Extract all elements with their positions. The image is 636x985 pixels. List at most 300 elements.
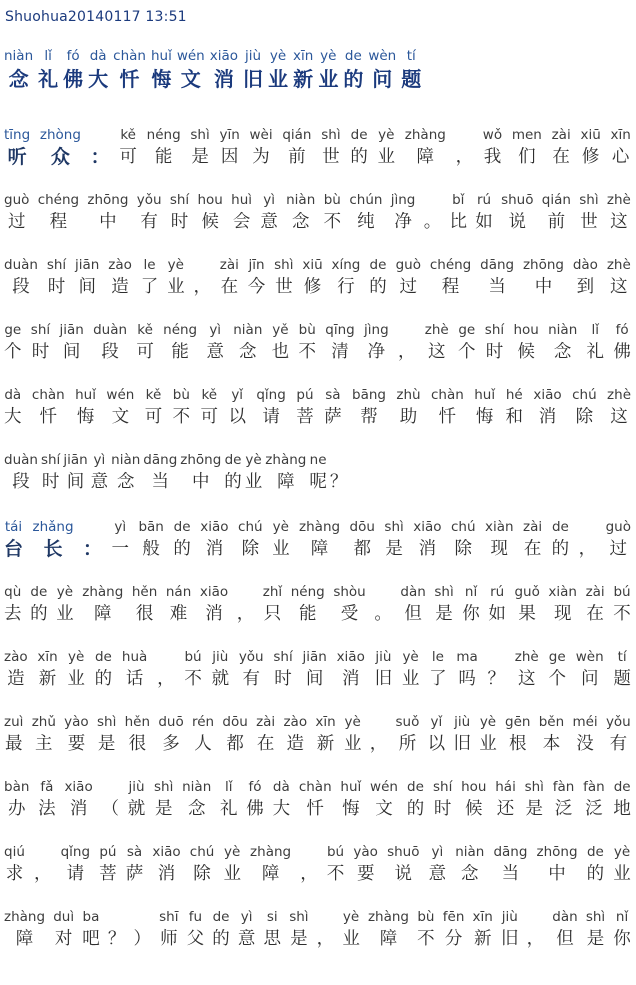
hanzi-text: 消 bbox=[157, 864, 176, 884]
ruby-cell bbox=[495, 779, 516, 823]
ruby-cell bbox=[4, 714, 23, 758]
pinyin-text: hé bbox=[505, 387, 523, 403]
hanzi-text: ， bbox=[236, 604, 255, 624]
pinyin-text: sà bbox=[325, 387, 341, 403]
pinyin-text: zhè bbox=[607, 387, 631, 403]
pinyin-text: tí bbox=[406, 48, 416, 64]
hanzi-text: 消 bbox=[341, 669, 360, 689]
hanzi-text: 意 bbox=[237, 929, 256, 949]
hanzi-text: 泛 bbox=[554, 799, 573, 819]
pinyin-text: huà bbox=[121, 649, 148, 665]
hanzi-text: 是 bbox=[97, 734, 116, 754]
hanzi-text: 们 bbox=[518, 147, 536, 167]
pinyin-text: rú bbox=[490, 584, 505, 600]
ruby-cell bbox=[384, 519, 403, 563]
hanzi-text: 可 bbox=[144, 407, 163, 427]
pinyin-text: shuō bbox=[387, 844, 420, 860]
ruby-cell bbox=[378, 127, 396, 171]
hanzi-text: 现 bbox=[553, 604, 572, 624]
hanzi-text: 大 bbox=[4, 407, 22, 427]
ruby-cell bbox=[368, 48, 396, 93]
pinyin-text: zhè bbox=[514, 649, 539, 665]
pinyin-text: xiāo bbox=[413, 519, 442, 535]
hanzi-text: 中 bbox=[534, 277, 553, 297]
hanzi-text: 时 bbox=[31, 342, 50, 362]
pinyin-text: niàn bbox=[286, 192, 316, 208]
ruby-cell bbox=[286, 192, 315, 236]
ruby-cell bbox=[87, 192, 128, 236]
pinyin-text: de bbox=[212, 909, 230, 925]
pinyin-text: xiāo bbox=[200, 519, 229, 535]
ruby-cell bbox=[428, 714, 446, 758]
hanzi-text: 以 bbox=[228, 407, 246, 427]
ruby-line bbox=[4, 257, 631, 301]
ruby-cell bbox=[273, 649, 292, 693]
pinyin-text: zhàng bbox=[265, 452, 307, 468]
pinyin-text: xīn bbox=[315, 714, 336, 730]
ruby-cell bbox=[527, 909, 545, 953]
ruby-cell bbox=[272, 519, 290, 563]
hanzi-text: 思 bbox=[263, 929, 282, 949]
hanzi-text: 都 bbox=[353, 539, 371, 559]
dialogue-paragraph bbox=[4, 127, 631, 496]
ruby-cell bbox=[318, 48, 338, 93]
pinyin-text: zhǔ bbox=[31, 714, 56, 730]
hanzi-text: 业 bbox=[318, 67, 339, 91]
hanzi-text: 可 bbox=[200, 407, 219, 427]
ruby-cell bbox=[370, 714, 388, 758]
pinyin-text: hou bbox=[197, 192, 223, 208]
ruby-cell bbox=[291, 584, 325, 628]
pinyin-text: yì bbox=[431, 844, 444, 860]
pinyin-text: ne bbox=[309, 452, 327, 468]
hanzi-text: 礼 bbox=[38, 67, 59, 91]
hanzi-text: ， bbox=[397, 342, 416, 362]
ruby-cell bbox=[434, 584, 453, 628]
pinyin-text: zhàng bbox=[299, 519, 341, 535]
ruby-cell bbox=[231, 192, 252, 236]
pinyin-text: shì bbox=[321, 127, 341, 143]
hanzi-text: 念 bbox=[8, 67, 29, 91]
ruby-cell bbox=[173, 387, 191, 431]
hanzi-text: ？ bbox=[107, 929, 126, 949]
hanzi-text: 和 bbox=[505, 407, 523, 427]
ruby-cell bbox=[126, 844, 144, 888]
hanzi-text: 消 bbox=[69, 799, 88, 819]
ruby-cell bbox=[180, 452, 221, 496]
pinyin-text: guò bbox=[4, 192, 30, 208]
ruby-cell bbox=[330, 452, 348, 496]
pinyin-text: men bbox=[511, 127, 542, 143]
ruby-cell bbox=[413, 519, 441, 563]
ruby-cell bbox=[192, 714, 214, 758]
pinyin-text: yào bbox=[64, 714, 89, 730]
pinyin-text: duì bbox=[53, 909, 75, 925]
hanzi-text: 候 bbox=[465, 799, 483, 819]
pinyin-text: jiù bbox=[501, 909, 518, 925]
hanzi-text: 都 bbox=[226, 734, 244, 754]
pinyin-text: yǐ bbox=[231, 387, 244, 403]
pinyin-text: xiū bbox=[302, 257, 323, 273]
ruby-cell bbox=[134, 909, 152, 953]
ruby-cell bbox=[607, 387, 631, 431]
hanzi-text: 菩 bbox=[99, 864, 117, 884]
ruby-cell bbox=[407, 779, 425, 823]
ruby-cell bbox=[293, 48, 313, 93]
hanzi-text: 以 bbox=[427, 734, 446, 754]
pinyin-text: zhàng bbox=[404, 127, 446, 143]
hanzi-text: 还 bbox=[496, 799, 515, 819]
hanzi-text: 个 bbox=[458, 342, 476, 362]
pinyin-text: dà bbox=[272, 779, 290, 795]
pinyin-text: zhè bbox=[424, 322, 449, 338]
ruby-cell bbox=[433, 779, 452, 823]
hanzi-text: 时 bbox=[485, 342, 504, 362]
pinyin-text: xīn bbox=[472, 909, 493, 925]
hanzi-text: ： bbox=[90, 146, 110, 168]
hanzi-text: 时 bbox=[41, 472, 60, 492]
pinyin-text: shuō bbox=[501, 192, 534, 208]
hanzi-text: 说 bbox=[394, 864, 413, 884]
hanzi-text: 消 bbox=[205, 604, 223, 624]
ruby-cell bbox=[475, 192, 493, 236]
ruby-cell bbox=[501, 192, 533, 236]
hanzi-text: 的 bbox=[224, 472, 242, 492]
hanzi-text: 候 bbox=[201, 212, 219, 232]
hanzi-text: 间 bbox=[305, 669, 324, 689]
pinyin-text: yè bbox=[224, 844, 241, 860]
hanzi-text: 修 bbox=[303, 277, 322, 297]
hanzi-text: 在 bbox=[256, 734, 275, 754]
pinyin-text: hou bbox=[461, 779, 487, 795]
pinyin-text: chú bbox=[189, 844, 215, 860]
ruby-cell bbox=[374, 584, 392, 628]
hanzi-text: 业 bbox=[377, 147, 396, 167]
pinyin-text: yè bbox=[167, 257, 184, 273]
hanzi-text: ， bbox=[34, 864, 52, 884]
ruby-cell bbox=[4, 844, 25, 888]
ruby-cell bbox=[506, 387, 524, 431]
hanzi-text: 不 bbox=[298, 342, 316, 362]
hanzi-text: 旧 bbox=[243, 67, 264, 91]
hanzi-text: 旧 bbox=[453, 734, 471, 754]
hanzi-text: 行 bbox=[337, 277, 355, 297]
hanzi-text: 泛 bbox=[585, 799, 603, 819]
ruby-cell bbox=[398, 322, 416, 366]
ruby-cell bbox=[572, 714, 597, 758]
hanzi-text: 父 bbox=[186, 929, 205, 949]
hanzi-text: 清 bbox=[331, 342, 349, 362]
pinyin-text: tái bbox=[4, 519, 23, 535]
pinyin-text: jiān bbox=[63, 452, 88, 468]
hanzi-text: ， bbox=[157, 669, 175, 689]
hanzi-text: ， bbox=[316, 929, 335, 949]
ruby-cell bbox=[265, 452, 306, 496]
hanzi-text: 这 bbox=[610, 407, 628, 427]
hanzi-text: 时 bbox=[170, 212, 189, 232]
ruby-cell bbox=[268, 48, 288, 93]
hanzi-text: 当 bbox=[488, 277, 506, 297]
pinyin-text: qiú bbox=[4, 844, 25, 860]
hanzi-text: 不 bbox=[323, 212, 342, 232]
ruby-cell bbox=[256, 387, 285, 431]
ruby-cell bbox=[349, 192, 382, 236]
hanzi-text: 悔 bbox=[475, 407, 494, 427]
ruby-cell bbox=[607, 257, 631, 301]
pinyin-text: guò bbox=[395, 257, 421, 273]
pinyin-text: guǒ bbox=[514, 584, 540, 600]
ruby-cell bbox=[613, 322, 631, 366]
pinyin-text: dà bbox=[4, 387, 22, 403]
pinyin-text: nán bbox=[165, 584, 192, 600]
ruby-cell bbox=[391, 192, 416, 236]
hanzi-text: 文 bbox=[180, 67, 201, 91]
pinyin-text: bǐ bbox=[452, 192, 465, 208]
hanzi-text: 只 bbox=[263, 604, 282, 624]
hanzi-text: 个 bbox=[4, 342, 22, 362]
ruby-cell bbox=[32, 387, 65, 431]
ruby-cell bbox=[190, 844, 215, 888]
pinyin-text: yì bbox=[114, 519, 127, 535]
pinyin-text: jiù bbox=[454, 714, 471, 730]
hanzi-text: 根 bbox=[508, 734, 527, 754]
hanzi-text: 造 bbox=[111, 277, 129, 297]
hanzi-text: 意 bbox=[260, 212, 278, 232]
ruby-cell bbox=[38, 779, 56, 823]
hanzi-text: 修 bbox=[581, 147, 600, 167]
ruby-cell bbox=[453, 714, 471, 758]
hanzi-text: 长 bbox=[43, 538, 63, 560]
hanzi-text: 时 bbox=[274, 669, 292, 689]
pinyin-text: ge bbox=[458, 322, 476, 338]
hanzi-text: 吧 bbox=[82, 929, 100, 949]
pinyin-text: rén bbox=[191, 714, 215, 730]
hanzi-text: 除 bbox=[193, 864, 211, 884]
document-title bbox=[4, 48, 631, 93]
ruby-cell bbox=[256, 714, 275, 758]
hanzi-text: 文 bbox=[111, 407, 130, 427]
ruby-cell bbox=[228, 387, 246, 431]
ruby-cell bbox=[197, 192, 222, 236]
pinyin-text: ba bbox=[82, 909, 100, 925]
pinyin-text: bú bbox=[184, 649, 202, 665]
ruby-cell bbox=[283, 714, 307, 758]
hanzi-text: 请 bbox=[262, 407, 280, 427]
pinyin-text: fó bbox=[615, 322, 629, 338]
speaker-ruby-cell bbox=[91, 127, 110, 171]
hanzi-text: 师 bbox=[160, 929, 178, 949]
hanzi-text: 的 bbox=[350, 147, 368, 167]
hanzi-text: 请 bbox=[66, 864, 85, 884]
pinyin-text: xīn bbox=[37, 649, 58, 665]
pinyin-text: shí bbox=[273, 649, 293, 665]
ruby-cell bbox=[210, 48, 238, 93]
ruby-cell bbox=[177, 48, 205, 93]
ruby-cell bbox=[429, 844, 447, 888]
ruby-line bbox=[4, 48, 631, 93]
ruby-cell bbox=[462, 584, 480, 628]
ruby-cell bbox=[145, 387, 163, 431]
hanzi-text: 能 bbox=[171, 342, 189, 362]
pinyin-text: shì bbox=[585, 909, 606, 925]
ruby-cell bbox=[337, 649, 365, 693]
pinyin-text: chú bbox=[238, 519, 263, 535]
pinyin-text: xiāo bbox=[336, 649, 365, 665]
pinyin-text: shí bbox=[30, 322, 51, 338]
hanzi-text: 中 bbox=[192, 472, 210, 492]
pinyin-text: ge bbox=[548, 649, 566, 665]
hanzi-text: 了 bbox=[429, 669, 447, 689]
hanzi-text: 的 bbox=[173, 539, 191, 559]
pinyin-text: zhōng bbox=[536, 844, 578, 860]
hanzi-text: 是 bbox=[435, 604, 453, 624]
pinyin-text: yè bbox=[272, 519, 289, 535]
ruby-cell bbox=[223, 844, 241, 888]
pinyin-text: zhǎng bbox=[32, 519, 74, 535]
pinyin-text: zhè bbox=[606, 192, 631, 208]
pinyin-text: sà bbox=[126, 844, 143, 860]
pinyin-text: shì bbox=[579, 192, 599, 208]
pinyin-text: qǐng bbox=[256, 387, 286, 403]
hanzi-text: 说 bbox=[508, 212, 527, 232]
speaker-ruby-cell bbox=[32, 519, 73, 563]
hanzi-text: 不 bbox=[172, 407, 191, 427]
hanzi-text: 菩 bbox=[296, 407, 314, 427]
ruby-cell bbox=[224, 452, 242, 496]
pinyin-text: shì bbox=[524, 779, 544, 795]
ruby-cell bbox=[350, 519, 375, 563]
pinyin-text: niàn bbox=[455, 844, 485, 860]
hanzi-text: 是 bbox=[191, 147, 209, 167]
hanzi-text: 候 bbox=[517, 342, 535, 362]
ruby-cell bbox=[296, 387, 314, 431]
hanzi-text: 话 bbox=[125, 669, 144, 689]
pinyin-text: yǒu bbox=[238, 649, 264, 665]
ruby-cell bbox=[264, 909, 282, 953]
hanzi-text: 的 bbox=[551, 539, 570, 559]
ruby-cell bbox=[606, 714, 631, 758]
hanzi-text: 念 bbox=[553, 342, 572, 362]
ruby-cell bbox=[272, 322, 290, 366]
hanzi-text: 果 bbox=[518, 604, 536, 624]
pinyin-text: bù bbox=[172, 387, 190, 403]
hanzi-text: 是 bbox=[586, 929, 605, 949]
hanzi-text: 业 bbox=[67, 669, 85, 689]
ruby-line bbox=[4, 192, 631, 236]
hanzi-text: 前 bbox=[547, 212, 566, 232]
ruby-cell bbox=[424, 192, 442, 236]
pinyin-text: shì bbox=[384, 519, 404, 535]
hanzi-text: 佛 bbox=[246, 799, 264, 819]
speaker-ruby-cell bbox=[4, 127, 30, 171]
ruby-cell bbox=[220, 779, 238, 823]
pinyin-text: fǎ bbox=[40, 779, 54, 795]
hanzi-text: 心 bbox=[611, 147, 630, 167]
ruby-cell bbox=[586, 909, 605, 953]
ruby-cell bbox=[344, 714, 362, 758]
ruby-cell bbox=[38, 48, 58, 93]
hanzi-text: 受 bbox=[340, 604, 359, 624]
ruby-cell bbox=[342, 909, 360, 953]
ruby-cell bbox=[613, 779, 631, 823]
ruby-cell bbox=[430, 257, 471, 301]
hanzi-text: 念 bbox=[291, 212, 310, 232]
pinyin-text: shì bbox=[434, 584, 454, 600]
hanzi-text: 新 bbox=[473, 929, 492, 949]
pinyin-text: zhōng bbox=[180, 452, 222, 468]
hanzi-text: ： bbox=[83, 538, 103, 560]
hanzi-text: ？ bbox=[329, 472, 348, 492]
ruby-cell bbox=[206, 322, 224, 366]
pinyin-text: shì bbox=[274, 257, 294, 273]
pinyin-text: bāng bbox=[352, 387, 386, 403]
hanzi-text: 可 bbox=[136, 342, 154, 362]
pinyin-text: bù bbox=[323, 192, 341, 208]
hanzi-text: 是 bbox=[290, 929, 308, 949]
hanzi-text: 忏 bbox=[39, 407, 58, 427]
pinyin-text: niàn bbox=[111, 452, 141, 468]
hanzi-text: 悔 bbox=[151, 67, 172, 91]
pinyin-text: le bbox=[143, 257, 156, 273]
hanzi-text: 很 bbox=[135, 604, 154, 624]
ruby-cell bbox=[75, 387, 96, 431]
pinyin-text: lǐ bbox=[44, 48, 52, 64]
hanzi-text: 众 bbox=[50, 146, 70, 168]
pinyin-text: fàn bbox=[552, 779, 575, 795]
hanzi-text: 旧 bbox=[500, 929, 519, 949]
ruby-cell bbox=[248, 257, 266, 301]
ruby-cell bbox=[461, 779, 486, 823]
ruby-cell bbox=[238, 519, 263, 563]
hanzi-text: ， bbox=[526, 929, 545, 949]
pinyin-text: yào bbox=[353, 844, 378, 860]
pinyin-text: jiù bbox=[212, 649, 229, 665]
pinyin-text: huì bbox=[231, 192, 253, 208]
pinyin-text: chàn bbox=[298, 779, 332, 795]
speaker-ruby-cell bbox=[4, 519, 23, 563]
pinyin-text: zài bbox=[219, 257, 239, 273]
ruby-cell bbox=[353, 844, 378, 888]
hanzi-text: 如 bbox=[488, 604, 506, 624]
ruby-cell bbox=[606, 519, 631, 563]
hanzi-text: 萨 bbox=[324, 407, 342, 427]
hanzi-text: 今 bbox=[247, 277, 266, 297]
hanzi-text: 台 bbox=[4, 538, 24, 560]
hanzi-text: 能 bbox=[299, 604, 317, 624]
pinyin-text: de bbox=[173, 519, 191, 535]
pinyin-text: dāng bbox=[480, 257, 515, 273]
pinyin-text: si bbox=[266, 909, 278, 925]
ruby-cell bbox=[250, 127, 273, 171]
pinyin-text: jiān bbox=[75, 257, 100, 273]
hanzi-text: 萨 bbox=[125, 864, 144, 884]
ruby-cell bbox=[552, 909, 577, 953]
hanzi-text: 的 bbox=[369, 277, 387, 297]
hanzi-text: 的 bbox=[212, 929, 230, 949]
ruby-cell bbox=[158, 714, 183, 758]
ruby-cell bbox=[64, 714, 89, 758]
ruby-cell bbox=[157, 649, 175, 693]
ruby-cell bbox=[396, 714, 420, 758]
hanzi-text: 中 bbox=[99, 212, 117, 232]
pinyin-text: nǐ bbox=[615, 909, 629, 925]
hanzi-text: 这 bbox=[518, 669, 536, 689]
ruby-cell bbox=[263, 584, 282, 628]
ruby-cell bbox=[368, 909, 409, 953]
pinyin-text: fu bbox=[188, 909, 203, 925]
hanzi-text: 大 bbox=[88, 67, 109, 91]
hanzi-text: 佛 bbox=[63, 67, 84, 91]
